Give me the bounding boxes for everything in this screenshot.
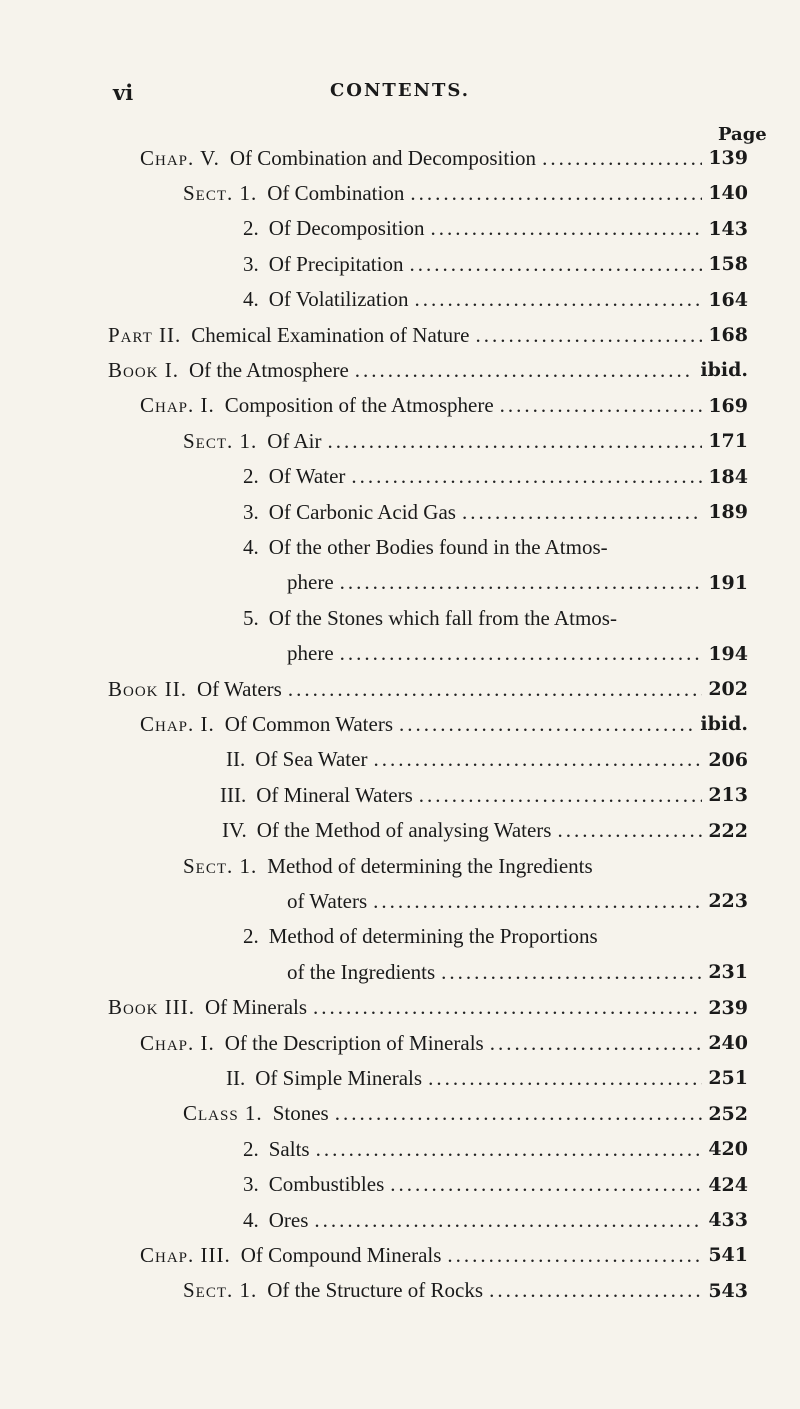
entry-label: Chap. I. [140,393,215,418]
entry-label: Class 1. [183,1101,263,1126]
entry-page-number: 191 [708,571,748,594]
toc-entry [0,991,800,1025]
entry-page-number: 202 [708,678,748,700]
entry-page-number: 140 [708,182,748,205]
toc-entry [0,141,800,175]
toc-entry [0,955,800,989]
dot-leader [489,1278,702,1303]
dot-leader [428,1066,702,1091]
entry-page-number: 424 [708,1173,748,1196]
entry-page-number: 171 [708,430,748,453]
entry-title: Method of determining the Ingredients [267,853,593,878]
entry-title: Stones [272,1101,329,1126]
dot-leader [316,1137,703,1162]
entry-page-number: 143 [708,217,748,240]
entry-page-number: ibid. [700,713,748,736]
entry-page-number: 240 [708,1032,748,1054]
entry-title: Of the Atmosphere [189,357,349,382]
entry-title: Of Sea Water [255,747,368,772]
dot-leader [490,1031,703,1056]
dot-leader [373,889,702,914]
entry-page-number: 213 [708,784,748,807]
entry-title: Of Minerals [204,995,308,1020]
entry-label: Sect. 1. [183,1278,258,1303]
entry-label: 4. [243,287,259,312]
toc-entry [0,353,800,387]
toc-entry [0,1203,800,1237]
entry-page-number: 239 [708,996,748,1019]
dot-leader [314,1208,702,1233]
entry-label: 2. [243,464,259,489]
dot-leader [430,216,702,241]
entry-label: Book I. [108,357,179,382]
entry-title: Of Common Waters [224,711,394,736]
entry-page-number: 168 [708,324,748,346]
entry-title: phere [287,641,334,666]
dot-leader [410,181,702,206]
toc-entry [0,1061,800,1095]
entry-label: Book II. [108,676,187,701]
dot-leader [313,995,702,1020]
entry-title: Of Precipitation [268,251,404,276]
toc-entry [0,566,800,600]
entry-title: Of the other Bodies found in the Atmos- [268,534,608,559]
entry-title: Of Compound Minerals [240,1242,442,1267]
dot-leader [340,570,703,595]
entry-page-number: 433 [708,1209,748,1231]
toc-entry [0,460,800,494]
dot-leader [328,429,703,454]
toc-entry [0,1097,800,1131]
entry-title: Method of determining the Proportions [268,924,598,949]
entry-title: Of Simple Minerals [255,1065,423,1090]
toc-entry [0,389,800,423]
dot-leader [340,641,703,666]
toc-entry [0,1274,800,1308]
dot-leader [390,1172,702,1197]
entry-title: of Waters [287,888,368,913]
toc-entry [0,920,800,954]
entry-page-number: 139 [708,147,748,169]
entry-page-number: 158 [708,253,748,276]
dot-leader [475,323,702,348]
toc-entry [0,778,800,812]
dot-leader [351,464,702,489]
entry-label: Chap. V. [140,145,220,170]
entry-label: IV. [222,818,247,843]
entry-label: II. [226,747,246,772]
toc-entry [0,1238,800,1272]
toc-entry [0,601,800,635]
entry-page-number: 223 [708,890,748,913]
entry-label: Sect. 1. [183,180,258,205]
entry-label: Sect. 1. [183,428,258,453]
dot-leader [542,146,702,171]
toc-entry [0,212,800,246]
entry-label: Sect. 1. [183,853,258,878]
entry-title: Of Decomposition [268,216,425,241]
entry-label: 2. [243,924,259,949]
entry-title: Composition of the Atmosphere [224,393,494,418]
page-column-heading: Page [718,124,767,145]
dot-leader [462,500,702,525]
entry-label: 4. [243,1207,259,1232]
entry-title: Of the Structure of Rocks [267,1278,484,1303]
toc-entry [0,530,800,564]
toc-entry [0,176,800,210]
dot-leader [409,252,702,277]
entry-page-number: 194 [708,642,748,665]
entry-label: Chap. I. [140,1030,215,1055]
entry-title: Of Carbonic Acid Gas [268,499,456,524]
entry-label: 2. [243,216,259,241]
entry-page-number: 541 [708,1244,748,1267]
entry-title: phere [287,570,334,595]
entry-page-number: 420 [708,1138,748,1161]
entry-title: Ores [268,1207,309,1232]
toc-entry [0,1132,800,1166]
entry-title: of the Ingredients [287,959,436,984]
dot-leader [355,358,695,383]
entry-title: Of the Stones which fall from the Atmos- [268,605,617,630]
toc-entry [0,247,800,281]
entry-page-number: 231 [708,961,748,984]
entry-page-number: 222 [708,819,748,842]
dot-leader [441,960,702,985]
toc-entry [0,283,800,317]
entry-label: Book III. [108,995,195,1020]
entry-label: 2. [243,1136,259,1161]
entry-page-number: 206 [708,748,748,771]
entry-page-number: 252 [708,1102,748,1125]
entry-title: Combustibles [268,1172,385,1197]
entry-title: Of Water [268,464,346,489]
entry-page-number: 189 [708,501,748,523]
toc-entry [0,495,800,529]
entry-title: Of the Method of analysing Waters [256,818,552,843]
entry-title: Of Mineral Waters [256,782,413,807]
toc-entry [0,637,800,671]
entry-label: 5. [243,605,259,630]
entry-page-number: ibid. [700,359,748,382]
entry-title: Of Volatilization [268,287,409,312]
entry-title: Of Combination [267,180,405,205]
entry-label: III. [220,782,247,807]
dot-leader [335,1101,703,1126]
entry-label: Chap. I. [140,711,215,736]
entry-label: 4. [243,534,259,559]
toc-entry [0,672,800,706]
entry-page-number: 251 [708,1067,748,1090]
toc-entry [0,814,800,848]
dot-leader [419,783,703,808]
toc-entry [0,884,800,918]
entry-label: 3. [243,499,259,524]
entry-label: Part II. [108,322,182,347]
entry-page-number: 169 [708,394,748,417]
entry-title: Of Combination and Decomposition [229,145,537,170]
toc-entry [0,743,800,777]
dot-leader [447,1243,702,1268]
entry-page-number: 543 [708,1279,748,1302]
toc-entry [0,318,800,352]
entry-label: II. [226,1065,246,1090]
entry-label: 3. [243,1172,259,1197]
entry-page-number: 184 [708,465,748,488]
dot-leader [557,818,702,843]
toc-entry [0,1168,800,1202]
entry-label: Chap. III. [140,1242,231,1267]
entry-page-number: 164 [708,288,748,311]
entry-title: Chemical Examination of Nature [191,322,470,347]
entry-title: Of the Description of Minerals [224,1030,484,1055]
entry-title: Salts [268,1136,310,1161]
dot-leader [500,393,703,418]
dot-leader [373,747,702,772]
folio-number: vi [113,80,134,105]
toc-entry [0,1026,800,1060]
dot-leader [288,677,703,702]
dot-leader [415,287,703,312]
running-head: CONTENTS. [329,80,471,101]
toc-entry [0,707,800,741]
toc-entry [0,849,800,883]
entry-label: 3. [243,251,259,276]
entry-title: Of Air [267,428,322,453]
entry-title: Of Waters [197,676,282,701]
dot-leader [399,712,694,737]
toc-entry [0,424,800,458]
